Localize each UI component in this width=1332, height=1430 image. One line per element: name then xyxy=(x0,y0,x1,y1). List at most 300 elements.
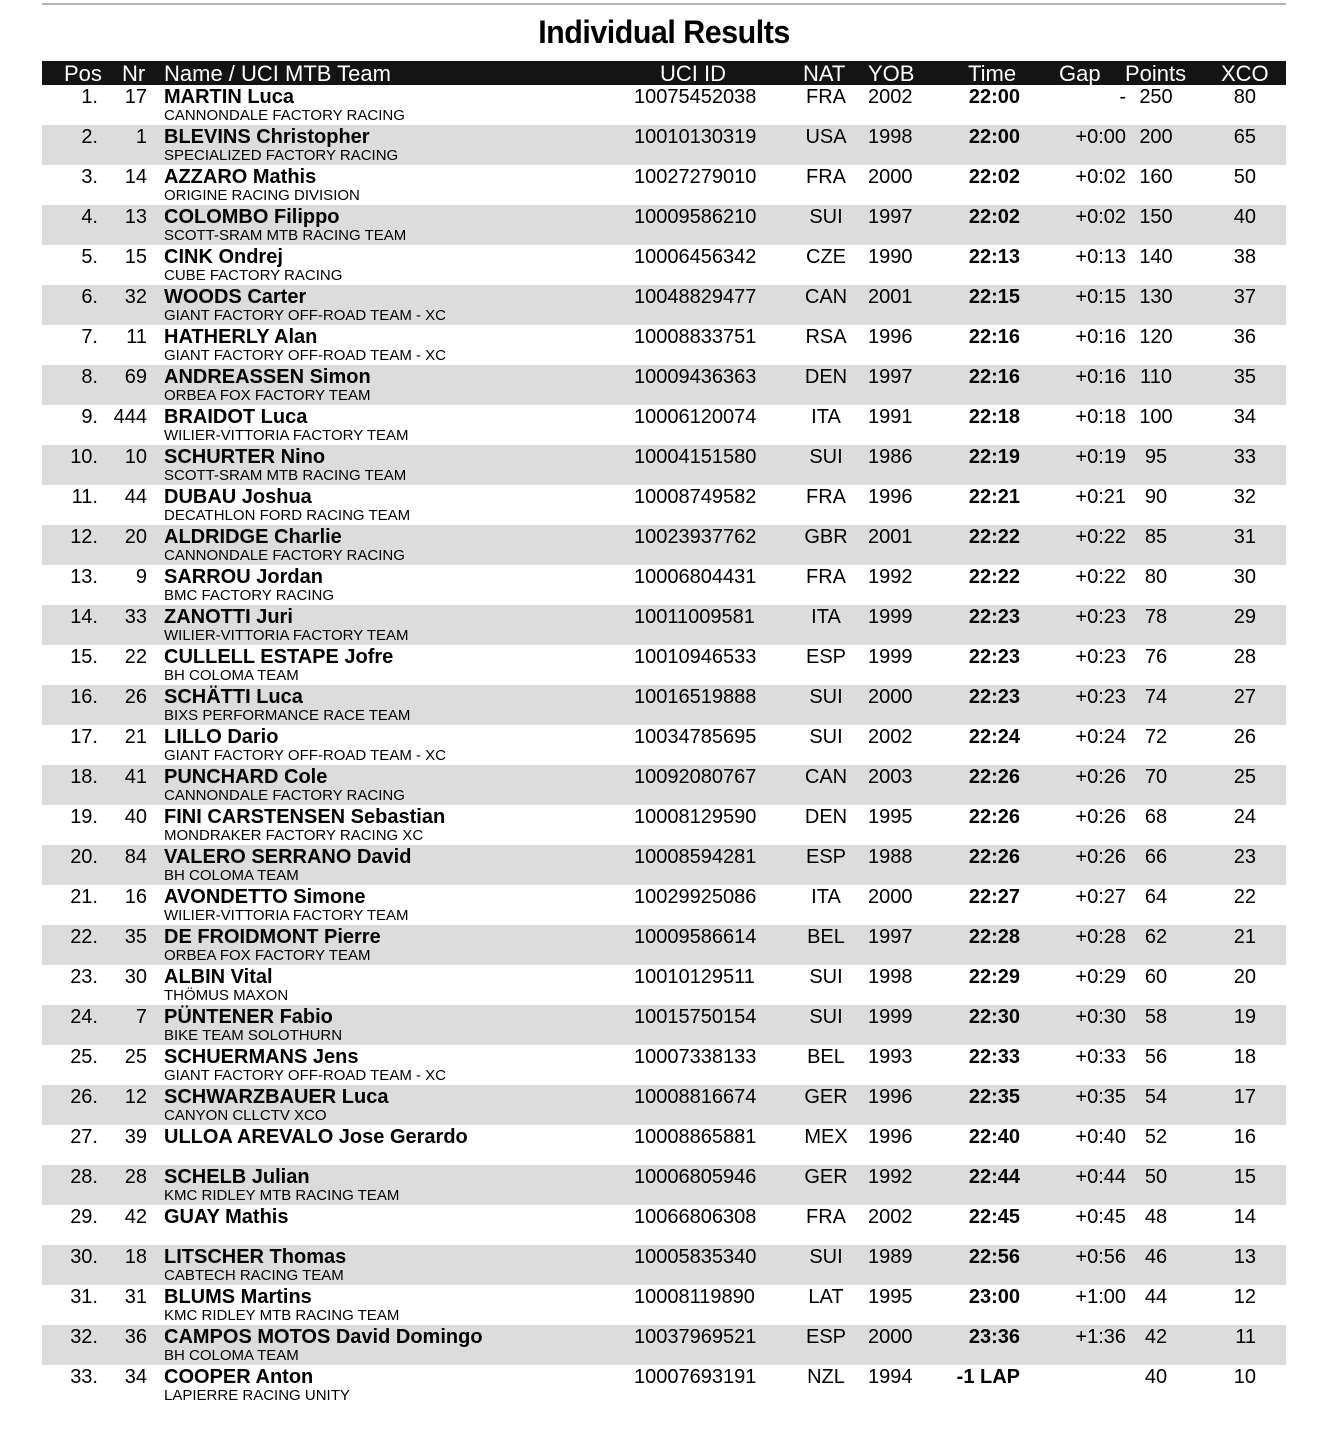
cell-time: 22:29 xyxy=(968,966,1020,988)
cell-time: 22:16 xyxy=(968,326,1020,348)
cell-pos: 4. xyxy=(81,206,98,228)
cell-nat-text: SUI xyxy=(809,1246,843,1268)
cell-rider-name: BLEVINS Christopher xyxy=(164,126,370,148)
cell-xco: 17 xyxy=(1233,1086,1256,1108)
cell-xco: 65 xyxy=(1233,126,1256,148)
cell-nr: 11 xyxy=(126,326,147,348)
cell-team: CANNONDALE FACTORY RACING xyxy=(164,107,405,124)
cell-pos: 13. xyxy=(70,566,98,588)
cell-nr: 12 xyxy=(124,1086,147,1108)
cell-time: 22:56 xyxy=(968,1246,1020,1268)
table-row xyxy=(42,205,1286,245)
cell-team: SPECIALIZED FACTORY RACING xyxy=(164,147,399,164)
cell-yob: 2000 xyxy=(868,166,913,188)
cell-team: GIANT FACTORY OFF-ROAD TEAM - XC xyxy=(164,307,446,324)
cell-yob: 1996 xyxy=(868,1126,913,1148)
cell-pos: 23. xyxy=(70,966,98,988)
cell-time: 22:18 xyxy=(968,406,1020,428)
cell-team: GIANT FACTORY OFF-ROAD TEAM - XC xyxy=(164,1067,446,1084)
top-divider xyxy=(42,3,1286,5)
cell-points-text: 54 xyxy=(1144,1086,1168,1108)
cell-nr: 84 xyxy=(124,846,147,868)
cell-uci-id: 10008129590 xyxy=(634,806,757,828)
cell-points-text: 90 xyxy=(1144,486,1168,508)
cell-gap: +0:19 xyxy=(1075,446,1126,468)
cell-rider-name: SCHELB Julian xyxy=(164,1166,310,1188)
cell-pos: 20. xyxy=(70,846,98,868)
cell-team: BH COLOMA TEAM xyxy=(164,867,299,884)
cell-nr: 7 xyxy=(135,1006,147,1028)
cell-rider-name: ANDREASSEN Simon xyxy=(164,366,371,388)
cell-nat-text: GER xyxy=(804,1086,848,1108)
cell-team: GIANT FACTORY OFF-ROAD TEAM - XC xyxy=(164,747,446,764)
cell-uci-id: 10006804431 xyxy=(634,566,757,588)
cell-gap: +1:00 xyxy=(1075,1286,1126,1308)
cell-yob: 1995 xyxy=(868,806,913,828)
table-row xyxy=(42,325,1286,365)
cell-nr: 41 xyxy=(124,766,147,788)
cell-nr: 26 xyxy=(124,686,147,708)
cell-nr: 34 xyxy=(124,1366,147,1388)
cell-pos: 9. xyxy=(81,406,98,428)
cell-gap: +0:13 xyxy=(1075,246,1126,268)
cell-points-text: 70 xyxy=(1144,766,1168,788)
cell-team: CABTECH RACING TEAM xyxy=(164,1267,344,1284)
cell-rider-name: SCHÄTTI Luca xyxy=(164,686,303,708)
cell-xco: 28 xyxy=(1233,646,1256,668)
cell-xco: 12 xyxy=(1233,1286,1256,1308)
table-row xyxy=(42,765,1286,805)
cell-xco: 32 xyxy=(1233,486,1256,508)
cell-nr: 18 xyxy=(124,1246,147,1268)
cell-yob: 1997 xyxy=(868,366,913,388)
cell-uci-id: 10029925086 xyxy=(634,886,757,908)
cell-time: 22:35 xyxy=(968,1086,1020,1108)
cell-team: BIKE TEAM SOLOTHURN xyxy=(164,1027,343,1044)
results-table xyxy=(42,61,1286,1405)
cell-time: 22:45 xyxy=(968,1206,1020,1228)
cell-pos: 2. xyxy=(81,126,98,148)
cell-yob: 1991 xyxy=(868,406,913,428)
cell-pos: 21. xyxy=(70,886,98,908)
cell-nat-text: NZL xyxy=(807,1366,845,1388)
table-row xyxy=(42,1045,1286,1085)
cell-nat-text: SUI xyxy=(809,1006,843,1028)
cell-yob: 2000 xyxy=(868,886,913,908)
table-row xyxy=(42,685,1286,725)
cell-xco: 31 xyxy=(1233,526,1256,548)
cell-rider-name: PÜNTENER Fabio xyxy=(164,1006,333,1028)
table-row xyxy=(42,885,1286,925)
table-row xyxy=(42,165,1286,205)
cell-gap: +0:44 xyxy=(1075,1166,1126,1188)
cell-xco: 38 xyxy=(1233,246,1256,268)
cell-nat-text: GBR xyxy=(804,526,848,548)
table-row xyxy=(42,1325,1286,1365)
cell-rider-name: VALERO SERRANO David xyxy=(164,846,412,868)
cell-yob: 1999 xyxy=(868,606,913,628)
cell-gap: +0:00 xyxy=(1075,126,1126,148)
cell-rider-name: LITSCHER Thomas xyxy=(164,1246,347,1268)
cell-nr: 36 xyxy=(124,1326,147,1348)
cell-nat-text: SUI xyxy=(809,726,843,748)
header-time: Time xyxy=(968,61,1017,86)
table-row xyxy=(42,405,1286,445)
cell-rider-name: HATHERLY Alan xyxy=(164,326,318,348)
cell-rider-name: PUNCHARD Cole xyxy=(164,766,328,788)
cell-team: WILIER-VITTORIA FACTORY TEAM xyxy=(164,427,409,444)
cell-uci-id: 10008833751 xyxy=(634,326,757,348)
cell-yob: 1996 xyxy=(868,326,913,348)
cell-team: CANYON CLLCTV XCO xyxy=(164,1107,327,1124)
cell-pos: 28. xyxy=(70,1166,98,1188)
cell-nat-text: ITA xyxy=(811,406,841,428)
cell-xco: 11 xyxy=(1235,1326,1256,1348)
cell-pos: 15. xyxy=(70,646,98,668)
cell-xco: 16 xyxy=(1233,1126,1256,1148)
cell-yob: 1998 xyxy=(868,126,913,148)
cell-rider-name: CAMPOS MOTOS David Domingo xyxy=(164,1326,483,1348)
cell-rider-name: DUBAU Joshua xyxy=(164,486,312,508)
cell-rider-name: CINK Ondrej xyxy=(164,246,283,268)
cell-team: CANNONDALE FACTORY RACING xyxy=(164,547,405,564)
cell-xco: 18 xyxy=(1233,1046,1256,1068)
cell-time: 22:33 xyxy=(968,1046,1020,1068)
cell-time: 22:27 xyxy=(968,886,1020,908)
cell-points-text: 66 xyxy=(1144,846,1168,868)
cell-nat-text: LAT xyxy=(808,1286,844,1308)
cell-pos: 32. xyxy=(70,1326,98,1348)
cell-nat-text: RSA xyxy=(805,326,847,348)
cell-yob: 1988 xyxy=(868,846,913,868)
cell-nr: 17 xyxy=(124,86,147,108)
cell-gap: +0:30 xyxy=(1075,1006,1126,1028)
cell-rider-name: ALDRIDGE Charlie xyxy=(164,526,342,548)
cell-gap: +0:45 xyxy=(1075,1206,1126,1228)
cell-nat-text: SUI xyxy=(809,206,843,228)
cell-nr: 20 xyxy=(124,526,147,548)
cell-gap: +0:18 xyxy=(1075,406,1126,428)
cell-team: THÖMUS MAXON xyxy=(164,987,289,1004)
cell-xco: 80 xyxy=(1233,86,1256,108)
cell-xco: 35 xyxy=(1233,366,1256,388)
cell-nr: 32 xyxy=(124,286,147,308)
cell-uci-id: 10016519888 xyxy=(634,686,757,708)
cell-pos: 14. xyxy=(70,606,98,628)
cell-team: KMC RIDLEY MTB RACING TEAM xyxy=(164,1307,400,1324)
cell-time: 22:40 xyxy=(968,1126,1020,1148)
header-name: Name / UCI MTB Team xyxy=(164,61,391,86)
table-row xyxy=(42,1005,1286,1045)
cell-rider-name: ULLOA AREVALO Jose Gerardo xyxy=(164,1126,468,1148)
cell-points-text: 60 xyxy=(1144,966,1168,988)
cell-pos: 5. xyxy=(81,246,98,268)
table-row xyxy=(42,845,1286,885)
cell-team: ORBEA FOX FACTORY TEAM xyxy=(164,947,371,964)
cell-nr: 39 xyxy=(124,1126,147,1148)
cell-nat-text: ESP xyxy=(805,1326,847,1348)
cell-nr: 44 xyxy=(124,486,147,508)
cell-time: 22:22 xyxy=(968,566,1020,588)
cell-team: BH COLOMA TEAM xyxy=(164,1347,299,1364)
cell-rider-name: SCHUERMANS Jens xyxy=(164,1046,359,1068)
cell-nr: 14 xyxy=(124,166,147,188)
cell-uci-id: 10010946533 xyxy=(634,646,757,668)
cell-pos: 27. xyxy=(70,1126,98,1148)
cell-nr: 30 xyxy=(124,966,147,988)
cell-nat-text: FRA xyxy=(806,166,846,188)
header-gap: Gap xyxy=(1059,61,1101,86)
cell-pos: 17. xyxy=(70,726,98,748)
cell-time: 22:22 xyxy=(968,526,1020,548)
cell-nat-text: CZE xyxy=(806,246,846,268)
page-title: Individual Results xyxy=(538,14,790,50)
cell-nat-text: SUI xyxy=(809,446,843,468)
cell-xco: 23 xyxy=(1233,846,1256,868)
cell-gap: +1:36 xyxy=(1075,1326,1126,1348)
cell-nat-text: FRA xyxy=(806,86,846,108)
cell-time: 22:26 xyxy=(968,766,1020,788)
cell-points-text: 48 xyxy=(1144,1206,1168,1228)
cell-points-text: 46 xyxy=(1144,1246,1168,1268)
cell-gap: +0:26 xyxy=(1075,846,1126,868)
cell-rider-name: AZZARO Mathis xyxy=(164,166,317,188)
cell-gap: +0:15 xyxy=(1075,286,1126,308)
cell-nat-text: SUI xyxy=(809,966,843,988)
header-pos: Pos xyxy=(64,61,102,86)
cell-yob: 2002 xyxy=(868,86,913,108)
cell-points-text: 40 xyxy=(1144,1366,1168,1388)
cell-team: CUBE FACTORY RACING xyxy=(164,267,343,284)
cell-gap: +0:16 xyxy=(1075,366,1126,388)
table-row xyxy=(42,605,1286,645)
cell-rider-name: CULLELL ESTAPE Jofre xyxy=(164,646,394,668)
cell-uci-id: 10010130319 xyxy=(634,126,757,148)
cell-team: ORIGINE RACING DIVISION xyxy=(164,187,360,204)
cell-yob: 2002 xyxy=(868,726,913,748)
cell-nat-text: ITA xyxy=(811,606,841,628)
cell-nr: 10 xyxy=(124,446,147,468)
cell-time: 22:21 xyxy=(968,486,1020,508)
cell-uci-id: 10008119890 xyxy=(634,1286,755,1308)
cell-team: GIANT FACTORY OFF-ROAD TEAM - XC xyxy=(164,347,446,364)
cell-nr: 40 xyxy=(124,806,147,828)
cell-time: 22:23 xyxy=(968,606,1020,628)
cell-uci-id: 10008749582 xyxy=(634,486,757,508)
cell-points-text: 52 xyxy=(1144,1126,1168,1148)
cell-team: DECATHLON FORD RACING TEAM xyxy=(164,507,411,524)
cell-team: MONDRAKER FACTORY RACING XC xyxy=(164,827,424,844)
cell-xco: 10 xyxy=(1233,1366,1256,1388)
cell-time: 22:02 xyxy=(968,166,1020,188)
cell-xco: 14 xyxy=(1233,1206,1256,1228)
cell-pos: 3. xyxy=(81,166,98,188)
cell-pos: 19. xyxy=(70,806,98,828)
cell-nat-text: GER xyxy=(804,1166,848,1188)
table-row xyxy=(42,1365,1286,1405)
cell-uci-id: 10011009581 xyxy=(634,606,755,628)
table-row xyxy=(42,1285,1286,1325)
cell-nat-text: ESP xyxy=(805,846,847,868)
cell-xco: 24 xyxy=(1233,806,1256,828)
cell-yob: 1998 xyxy=(868,966,913,988)
cell-uci-id: 10007693191 xyxy=(634,1366,757,1388)
cell-points-text: 200 xyxy=(1139,126,1173,148)
cell-nr: 13 xyxy=(124,206,147,228)
table-row xyxy=(42,1165,1286,1205)
cell-team: BMC FACTORY RACING xyxy=(164,587,335,604)
cell-nat-text: BEL xyxy=(807,1046,845,1068)
cell-pos: 33. xyxy=(70,1366,98,1388)
cell-rider-name: ZANOTTI Juri xyxy=(164,606,293,628)
cell-gap: +0:35 xyxy=(1075,1086,1126,1108)
table-row xyxy=(42,925,1286,965)
cell-xco: 40 xyxy=(1233,206,1256,228)
cell-uci-id: 10009586614 xyxy=(634,926,757,948)
cell-nat-text: BEL xyxy=(807,926,845,948)
cell-yob: 1999 xyxy=(868,646,913,668)
cell-points-text: 160 xyxy=(1139,166,1173,188)
cell-nr: 25 xyxy=(124,1046,147,1068)
cell-yob: 1986 xyxy=(868,446,913,468)
cell-yob: 1994 xyxy=(868,1366,913,1388)
cell-yob: 1999 xyxy=(868,1006,913,1028)
cell-yob: 2000 xyxy=(868,686,913,708)
cell-gap: +0:29 xyxy=(1075,966,1126,988)
cell-team: KMC RIDLEY MTB RACING TEAM xyxy=(164,1187,400,1204)
cell-nat-text: FRA xyxy=(806,486,846,508)
cell-yob: 2001 xyxy=(868,526,913,548)
cell-nr: 444 xyxy=(113,406,147,428)
cell-nr: 15 xyxy=(124,246,147,268)
table-row xyxy=(42,125,1286,165)
cell-nr: 31 xyxy=(124,1286,147,1308)
cell-uci-id: 10037969521 xyxy=(634,1326,757,1348)
table-row xyxy=(42,565,1286,605)
cell-uci-id: 10023937762 xyxy=(634,526,757,548)
cell-time: 22:15 xyxy=(968,286,1020,308)
cell-pos: 24. xyxy=(70,1006,98,1028)
cell-uci-id: 10008865881 xyxy=(634,1126,757,1148)
cell-uci-id: 10006456342 xyxy=(634,246,757,268)
cell-uci-id: 10048829477 xyxy=(634,286,757,308)
cell-gap: +0:33 xyxy=(1075,1046,1126,1068)
cell-xco: 22 xyxy=(1233,886,1256,908)
cell-nr: 28 xyxy=(124,1166,147,1188)
cell-rider-name: COOPER Anton xyxy=(164,1366,314,1388)
cell-gap: +0:21 xyxy=(1075,486,1126,508)
cell-nr: 35 xyxy=(124,926,147,948)
cell-xco: 30 xyxy=(1233,566,1256,588)
cell-gap: +0:26 xyxy=(1075,806,1126,828)
cell-nr: 1 xyxy=(135,126,147,148)
cell-team: WILIER-VITTORIA FACTORY TEAM xyxy=(164,627,409,644)
cell-uci-id: 10005835340 xyxy=(634,1246,757,1268)
cell-nr: 42 xyxy=(124,1206,147,1228)
cell-gap: +0:24 xyxy=(1075,726,1126,748)
cell-uci-id: 10027279010 xyxy=(634,166,757,188)
table-row xyxy=(42,1125,1286,1165)
cell-nr: 22 xyxy=(124,646,147,668)
table-row xyxy=(42,1245,1286,1285)
cell-pos: 12. xyxy=(70,526,98,548)
cell-nat-text: ITA xyxy=(811,886,841,908)
header-uci-id: UCI ID xyxy=(660,61,726,86)
cell-rider-name: BLUMS Martins xyxy=(164,1286,312,1308)
table-row xyxy=(42,85,1286,125)
cell-gap: +0:40 xyxy=(1075,1126,1126,1148)
cell-nat-text: FRA xyxy=(806,566,846,588)
cell-time: 22:30 xyxy=(968,1006,1020,1028)
cell-nat-text: SUI xyxy=(809,686,843,708)
table-row xyxy=(42,245,1286,285)
table-row xyxy=(42,445,1286,485)
cell-xco: 37 xyxy=(1233,286,1256,308)
cell-uci-id: 10006805946 xyxy=(634,1166,757,1188)
table-row xyxy=(42,645,1286,685)
cell-xco: 33 xyxy=(1233,446,1256,468)
cell-xco: 19 xyxy=(1233,1006,1256,1028)
cell-points-text: 78 xyxy=(1144,606,1168,628)
cell-gap: +0:23 xyxy=(1075,606,1126,628)
cell-team: ORBEA FOX FACTORY TEAM xyxy=(164,387,371,404)
cell-time: 22:02 xyxy=(968,206,1020,228)
cell-points-text: 50 xyxy=(1144,1166,1168,1188)
cell-time: 22:00 xyxy=(968,126,1020,148)
cell-gap: +0:16 xyxy=(1075,326,1126,348)
cell-uci-id: 10009586210 xyxy=(634,206,757,228)
cell-team: SCOTT-SRAM MTB RACING TEAM xyxy=(164,467,407,484)
cell-rider-name: FINI CARSTENSEN Sebastian xyxy=(164,806,446,828)
cell-pos: 18. xyxy=(70,766,98,788)
cell-xco: 29 xyxy=(1233,606,1256,628)
cell-pos: 26. xyxy=(70,1086,98,1108)
cell-gap: +0:23 xyxy=(1075,646,1126,668)
cell-points-text: 44 xyxy=(1144,1286,1168,1308)
cell-rider-name: WOODS Carter xyxy=(164,286,307,308)
table-row xyxy=(42,965,1286,1005)
cell-points-text: 130 xyxy=(1139,286,1173,308)
cell-xco: 26 xyxy=(1233,726,1256,748)
cell-yob: 1992 xyxy=(868,1166,913,1188)
cell-gap: +0:22 xyxy=(1075,566,1126,588)
cell-gap: +0:27 xyxy=(1075,886,1126,908)
cell-time: 22:16 xyxy=(968,366,1020,388)
cell-rider-name: GUAY Mathis xyxy=(164,1206,289,1228)
cell-points-text: 58 xyxy=(1144,1006,1168,1028)
cell-points-text: 85 xyxy=(1144,526,1168,548)
header-points: Points xyxy=(1125,61,1187,86)
cell-time: 22:19 xyxy=(968,446,1020,468)
cell-xco: 20 xyxy=(1233,966,1256,988)
cell-uci-id: 10075452038 xyxy=(634,86,757,108)
cell-points-text: 74 xyxy=(1144,686,1168,708)
cell-uci-id: 10007338133 xyxy=(634,1046,757,1068)
cell-xco: 21 xyxy=(1233,926,1256,948)
cell-time: 22:44 xyxy=(968,1166,1020,1188)
header-xco: XCO xyxy=(1221,61,1269,86)
cell-rider-name: SCHURTER Nino xyxy=(164,446,326,468)
table-row xyxy=(42,1085,1286,1125)
cell-pos: 6. xyxy=(81,286,98,308)
cell-xco: 13 xyxy=(1233,1246,1256,1268)
table-row xyxy=(42,725,1286,765)
cell-time: 22:23 xyxy=(968,686,1020,708)
cell-points-text: 68 xyxy=(1144,806,1168,828)
cell-gap: +0:02 xyxy=(1075,206,1126,228)
cell-yob: 2002 xyxy=(868,1206,913,1228)
cell-pos: 30. xyxy=(70,1246,98,1268)
